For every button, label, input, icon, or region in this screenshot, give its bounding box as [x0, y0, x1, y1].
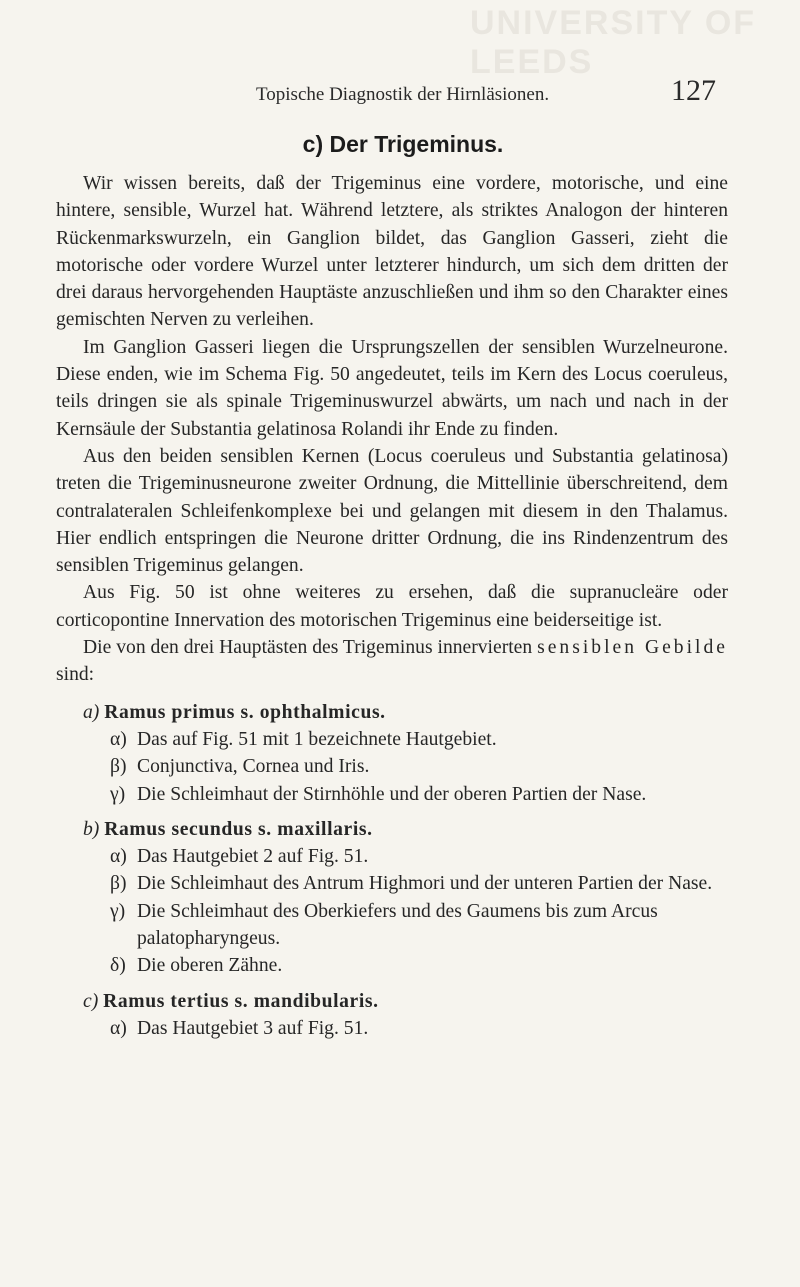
- intro-end: sind:: [56, 664, 95, 686]
- intro-spaced-term: sensiblen Gebilde: [537, 637, 728, 659]
- list-item: [110, 952, 728, 979]
- ramus-label: Ramus primus s. ophthalmicus.: [104, 701, 386, 723]
- list-item: [110, 726, 728, 753]
- library-watermark: UNIVERSITY OF LEEDS: [470, 4, 757, 81]
- list-item: [110, 898, 728, 953]
- intro-paragraph: [56, 634, 728, 689]
- item-marker: α): [110, 1017, 127, 1039]
- ramus-heading: [83, 699, 728, 726]
- body-text: [56, 170, 728, 1042]
- list-item: [110, 753, 728, 780]
- item-marker: γ): [110, 783, 126, 805]
- item-marker: β): [110, 756, 127, 778]
- section-title: c) Der Trigeminus.: [302, 131, 504, 157]
- page-number: 127: [671, 74, 716, 107]
- paragraph: Aus Fig. 50 ist ohne weiteres zu ersehen, daß die supranucleäre oder corticopontine Innervation des motorischen Trigeminus eine beiderseitige ist.: [56, 582, 728, 631]
- item-text: Die oberen Zähne.: [137, 955, 283, 977]
- item-marker: β): [110, 873, 127, 895]
- paragraph: Aus den beiden sensiblen Kernen (Locus coeruleus und Substantia gelatinosa) treten die Trigeminusneurone zweiter Ordnung, die Mittellinie überschreitend, dem contralateralen Schleifenkomplexe bei und gelangen mit diesem in den Thalamus. Hier endlich entspringen die Neurone dritter Ordnung, die ins Rindenzentrum des sensiblen Trigeminus gelangen.: [56, 445, 728, 577]
- running-head: Topische Diagnostik der Hirnläsionen.: [256, 84, 550, 105]
- ramus-heading: [83, 988, 728, 1015]
- ramus-label: Ramus tertius s. mandibularis.: [103, 990, 379, 1012]
- item-marker: α): [110, 728, 127, 750]
- ramus-heading: [83, 816, 728, 843]
- paragraph: Im Ganglion Gasseri liegen die Ursprungszellen der sensiblen Wurzelneurone. Diese enden, wie im Schema Fig. 50 angedeutet, teils im Kern des Locus coeruleus, teils dringen sie als spinale Trigeminuswurzel abwärts, um nach und nach in der Kernsäule der Substantia gelatinosa Rolandi ihr Ende zu finden.: [56, 336, 728, 440]
- list-item: [110, 870, 728, 897]
- item-marker: δ): [110, 955, 126, 977]
- ramus-marker: c): [83, 990, 99, 1012]
- ramus-marker: a): [83, 701, 100, 723]
- item-text: Conjunctiva, Cornea und Iris.: [137, 756, 370, 778]
- page-header: [256, 74, 716, 120]
- list-item: [110, 1015, 728, 1042]
- intro-text: Die von den drei Hauptästen des Trigeminus innervierten: [83, 637, 538, 659]
- item-text: Die Schleimhaut des Oberkiefers und des Gaumens bis zum Arcus palatopharyngeus.: [137, 900, 658, 950]
- item-text: Das auf Fig. 51 mit 1 bezeichnete Hautgebiet.: [137, 728, 497, 750]
- item-marker: α): [110, 846, 127, 868]
- list-item: [110, 781, 728, 808]
- ramus-marker: b): [83, 818, 100, 840]
- item-text: Das Hautgebiet 2 auf Fig. 51.: [137, 846, 369, 868]
- item-text: Die Schleimhaut des Antrum Highmori und der unteren Partien der Nase.: [137, 873, 713, 895]
- item-text: Das Hautgebiet 3 auf Fig. 51.: [137, 1017, 369, 1039]
- list-item: [110, 843, 728, 870]
- rami-list: [56, 699, 728, 1043]
- paragraph: Wir wissen bereits, daß der Trigeminus eine vordere, motorische, und eine hintere, sensible, Wurzel hat. Während letztere, als striktes Analogon der hinteren Rückenmarkswurzeln, ein Ganglion bildet, das Ganglion Gasseri, zieht die motorische oder vordere Wurzel unter letzterer hindurch, um sich dem dritten der drei daraus hervorgehenden Hauptäste anzuschließen und ihm so den Charakter eines gemischten Nerven zu verleihen.: [56, 173, 728, 331]
- ramus-label: Ramus secundus s. maxillaris.: [104, 818, 373, 840]
- item-marker: γ): [110, 900, 126, 922]
- item-text: Die Schleimhaut der Stirnhöhle und der oberen Partien der Nase.: [137, 783, 647, 805]
